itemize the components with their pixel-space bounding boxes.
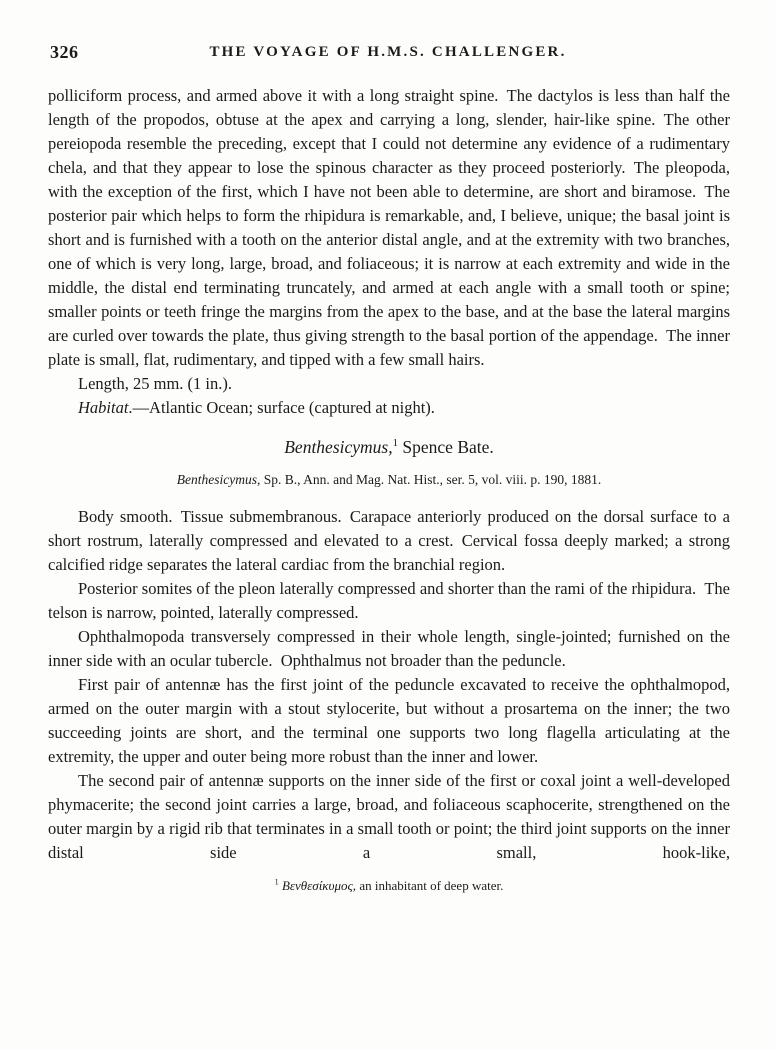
citation-line [48, 468, 730, 492]
citation-text: , Sp. B., Ann. and Mag. Nat. Hist., ser. 5, vol. viii. p. 190, 1881. [256, 472, 602, 487]
footnote-number: 1 [274, 877, 279, 887]
paragraph-pleon: Posterior somites of the pleon laterally compressed and shorter than the rami of the rhipidura. The telson is narrow, pointed, laterally compressed. [48, 579, 730, 622]
genus-name: Benthesicymus, [284, 437, 393, 457]
paragraph-ophthalmopoda: Ophthalmopoda transversely compressed in their whole length, single-jointed; furnished on the inner side with an ocular tubercle. Ophthalmus not broader than the peduncle. [48, 627, 730, 670]
habitat-label: Habitat [78, 398, 129, 417]
page-number: 326 [50, 42, 79, 62]
paragraph-pereiopoda-continuation: polliciform process, and armed above it with a long straight spine. The dactylos is less than half the length of the propodos, obtuse at the apex and carrying a long, slender, hair-like spine. The other pereiopoda resemble the preceding, except that I could not determine any evidence of a rudimentary chela, and that they appear to lose the spinous character as they proceed posteriorly. The pleopoda, with the exception of the first, which I have not been able to determine, are short and biramose. The posterior pair which helps to form the rhipidura is remarkable, and, I believe, unique; the basal joint is short and is furnished with a tooth on the anterior distal angle, and at the extremity with two branches, one of which is very long, large, broad, and foliaceous; it is narrow at each extremity and wide in the middle, the distal end terminating truncately, and armed at each angle with a small tooth or spine; smaller points or teeth fringe the margins from the apex to the base, and at the base the lateral margins are curled over towards the plate, thus giving strength to the basal portion of the appendage. The inner plate is small, flat, rudimentary, and tipped with a few small hairs. [48, 86, 730, 369]
habitat-text: .—Atlantic Ocean; surface (captured at night). [128, 398, 435, 417]
running-title: THE VOYAGE OF H.M.S. CHALLENGER. [209, 44, 567, 60]
page-header [48, 42, 728, 66]
species-heading [48, 435, 730, 459]
habitat-line [48, 396, 730, 420]
heading-author: Spence Bate. [398, 437, 494, 457]
footnote [48, 874, 730, 898]
paragraph-second-antennae: The second pair of antennæ supports on the inner side of the first or coxal joint a well-developed phymacerite; the second joint carries a large, broad, and foliaceous scaphocerite, strengthened on the outer margin by a rigid rib that terminates in a small tooth or point; the third joint supports on the inner distal side a small, hook-like, [48, 771, 730, 862]
paragraph-body-smooth: Body smooth. Tissue submembranous. Carapace anteriorly produced on the dorsal surface to a short rostrum, laterally compressed and elevated to a crest. Cervical fossa deeply marked; a strong calcified ridge separates the lateral cardiac from the branchial region. [48, 507, 730, 574]
heading-footnote-ref: 1 [392, 437, 399, 450]
paragraph-first-antennae: First pair of antennæ has the first joint of the peduncle excavated to receive the ophthalmopod, armed on the outer margin with a stout stylocerite, but without a prosartema on the inner; the two succeeding joints are short, and the terminal one supports two long flagella articulating at the extremity, the upper and outer being more robust than the inner and lower. [48, 675, 730, 766]
text-block [48, 84, 730, 898]
footnote-text: an inhabitant of deep water. [356, 878, 504, 893]
footnote-greek-term: Βενθεσίκυμος, [281, 878, 357, 893]
length-line: Length, 25 mm. (1 in.). [78, 374, 232, 393]
citation-genus: Benthesicymus [176, 472, 257, 487]
